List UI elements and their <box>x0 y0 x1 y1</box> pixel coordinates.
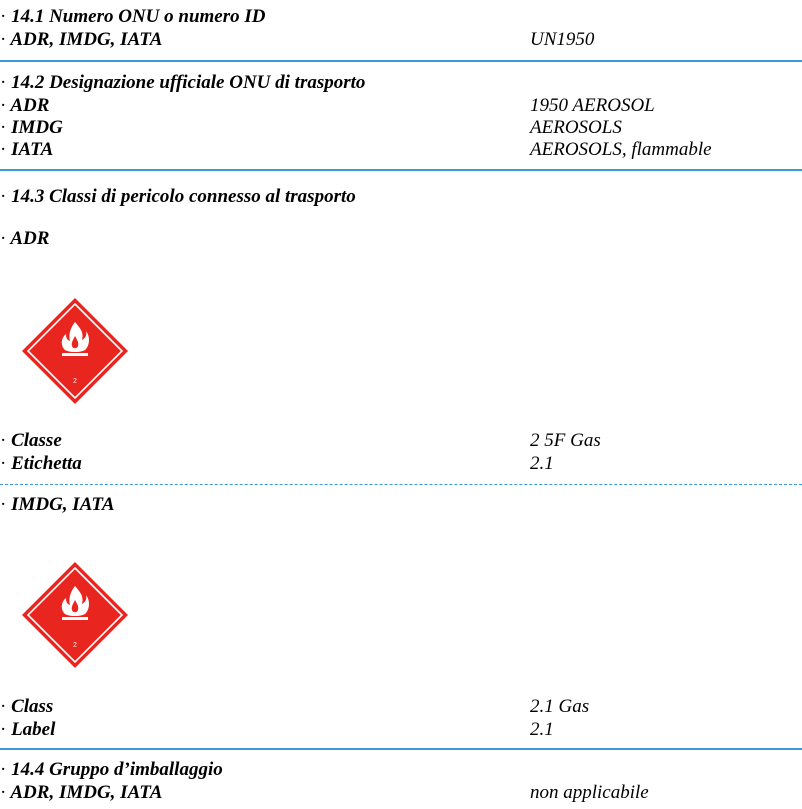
bullet: · <box>0 228 7 249</box>
flammable-gas-placard-icon <box>20 296 130 406</box>
section-14-1-row <box>0 29 802 51</box>
bullet: · <box>0 95 7 116</box>
section-14-1-heading: 14.1 Numero ONU o numero ID <box>11 6 266 27</box>
subsection-divider <box>0 484 802 485</box>
adr-label-row <box>0 453 802 475</box>
section-14-1-heading-line <box>0 6 802 28</box>
shipping-name-row-imdg <box>0 117 802 139</box>
imdg-iata-label-row <box>0 719 802 741</box>
section-14-3-heading-line <box>0 186 802 208</box>
section-14-4-heading-line <box>0 759 802 781</box>
row-label: IMDG <box>11 117 63 138</box>
section-14-4-row <box>0 782 802 804</box>
shipping-name-row-iata <box>0 139 802 161</box>
bullet: · <box>0 782 7 803</box>
row-value: 2.1 <box>530 453 554 474</box>
row-label: ADR, IMDG, IATA <box>10 29 163 50</box>
bullet: · <box>0 29 7 50</box>
flame-base-bar <box>62 617 88 620</box>
bullet: · <box>0 453 7 474</box>
bullet: · <box>0 494 7 515</box>
adr-subheading: ADR <box>10 228 50 249</box>
placard-class-number: 2 <box>73 642 77 649</box>
row-label: Classe <box>11 430 62 451</box>
bullet: · <box>0 139 7 160</box>
bullet: · <box>0 759 7 780</box>
row-label: Etichetta <box>11 453 82 474</box>
row-value: 2.1 <box>530 719 554 740</box>
row-value: AEROSOLS <box>530 117 622 138</box>
bullet: · <box>0 696 7 717</box>
bullet: · <box>0 719 7 740</box>
imdg-iata-subheading: IMDG, IATA <box>11 494 115 515</box>
row-value: 2 5F Gas <box>530 430 601 451</box>
bullet: · <box>0 186 7 207</box>
section-divider <box>0 169 802 171</box>
row-value: 1950 AEROSOL <box>530 95 655 116</box>
imdg-iata-class-row <box>0 696 802 718</box>
adr-class-row <box>0 430 802 452</box>
imdg-iata-subheading-line <box>0 494 802 516</box>
flame-base-bar <box>62 353 88 356</box>
row-value: 2.1 Gas <box>530 696 590 717</box>
adr-subheading-line <box>0 228 802 250</box>
section-14-4-heading: 14.4 Gruppo d’imballaggio <box>11 759 223 780</box>
bullet: · <box>0 117 7 138</box>
row-label: IATA <box>11 139 54 160</box>
row-value: AEROSOLS, flammable <box>530 139 712 160</box>
placard-class-number: 2 <box>73 378 77 385</box>
section-14-3-heading: 14.3 Classi di pericolo connesso al trasporto <box>11 186 356 207</box>
row-label: ADR <box>10 95 50 116</box>
section-14-2-heading: 14.2 Designazione ufficiale ONU di trasporto <box>11 72 366 93</box>
section-14-2-heading-line <box>0 72 802 94</box>
section-divider <box>0 748 802 750</box>
section-divider <box>0 60 802 62</box>
bullet: · <box>0 6 7 27</box>
packing-group-value: non applicabile <box>530 782 649 803</box>
row-label: Label <box>11 719 56 740</box>
flammable-gas-placard-icon <box>20 560 130 670</box>
row-label: ADR, IMDG, IATA <box>10 782 163 803</box>
shipping-name-row-adr <box>0 95 802 117</box>
row-label: Class <box>11 696 54 717</box>
bullet: · <box>0 430 7 451</box>
un-number-value: UN1950 <box>530 29 595 50</box>
bullet: · <box>0 72 7 93</box>
